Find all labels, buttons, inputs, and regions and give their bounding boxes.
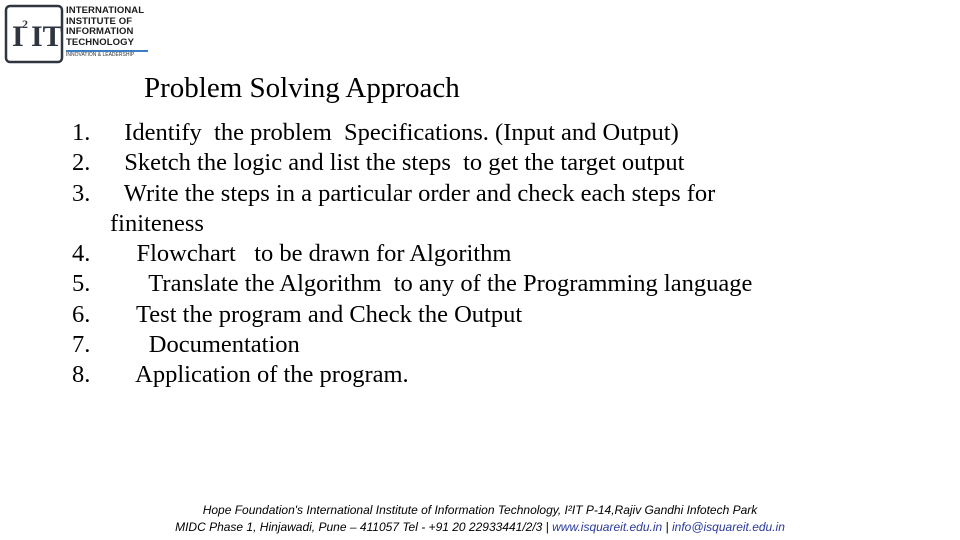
email-link[interactable]: info@isquareit.edu.in bbox=[671, 520, 785, 534]
step-number: 6. bbox=[72, 300, 91, 328]
list-item bbox=[72, 269, 932, 299]
i2it-logo-mark bbox=[4, 4, 66, 64]
list-item bbox=[72, 300, 932, 330]
step-number: 8. bbox=[72, 361, 91, 389]
logo-line-3: INFORMATION bbox=[66, 26, 134, 37]
step-number: 7. bbox=[72, 331, 91, 359]
logo-line-2: INSTITUTE OF bbox=[66, 15, 133, 27]
list-item bbox=[72, 118, 932, 148]
step-number: 4. bbox=[72, 240, 91, 268]
slide-title: Problem Solving Approach bbox=[144, 72, 460, 104]
list-item bbox=[72, 360, 932, 390]
step-text: Application of the program. bbox=[112, 361, 409, 389]
step-text: Translate the Algorithm to any of the Programming language bbox=[112, 270, 753, 298]
svg-text:IT: IT bbox=[31, 20, 63, 53]
step-text: Sketch the logic and list the steps to get the target output bbox=[112, 149, 685, 177]
logo-line-4: TECHNOLOGY bbox=[66, 36, 135, 48]
step-number: 1. bbox=[72, 119, 91, 146]
website-link[interactable]: www.isquareit.edu.in bbox=[552, 520, 663, 534]
step-text-continuation: finiteness bbox=[110, 209, 204, 237]
svg-text:I: I bbox=[12, 20, 24, 53]
step-number: 5. bbox=[72, 270, 91, 298]
step-text: Flowchart to be drawn for Algorithm bbox=[112, 240, 512, 268]
footer-contact: MIDC Phase 1, Hinjawadi, Pune – 411057 Tel - +91 20 22933441/2/3 | bbox=[175, 520, 553, 534]
step-text: Identify the problem Specifications. (Input and Output) bbox=[112, 119, 679, 146]
footer-address-line-1: Hope Foundation's International Institute of Information Technology, I²IT P-14,Rajiv Gandhi Infotech Park bbox=[202, 503, 758, 517]
list-item bbox=[72, 239, 932, 269]
step-text: Test the program and Check the Output bbox=[112, 300, 523, 328]
step-text: Documentation bbox=[112, 331, 300, 359]
footer bbox=[0, 502, 960, 536]
footer-separator: | bbox=[662, 520, 672, 534]
logo-tagline: INNOVATION & LEADERSHIP bbox=[66, 52, 135, 58]
step-number: 2. bbox=[72, 149, 91, 177]
footer-address-line-2 bbox=[0, 519, 960, 536]
list-item bbox=[72, 179, 932, 209]
step-number: 3. bbox=[72, 179, 91, 207]
step-text: Write the steps in a particular order and check each steps for bbox=[112, 179, 716, 207]
logo-wordmark bbox=[66, 6, 144, 48]
steps-list bbox=[72, 118, 932, 391]
list-item bbox=[72, 330, 932, 360]
list-item bbox=[72, 148, 932, 178]
logo-line-1: INTERNATIONAL bbox=[66, 5, 145, 16]
svg-text:2: 2 bbox=[22, 17, 28, 31]
